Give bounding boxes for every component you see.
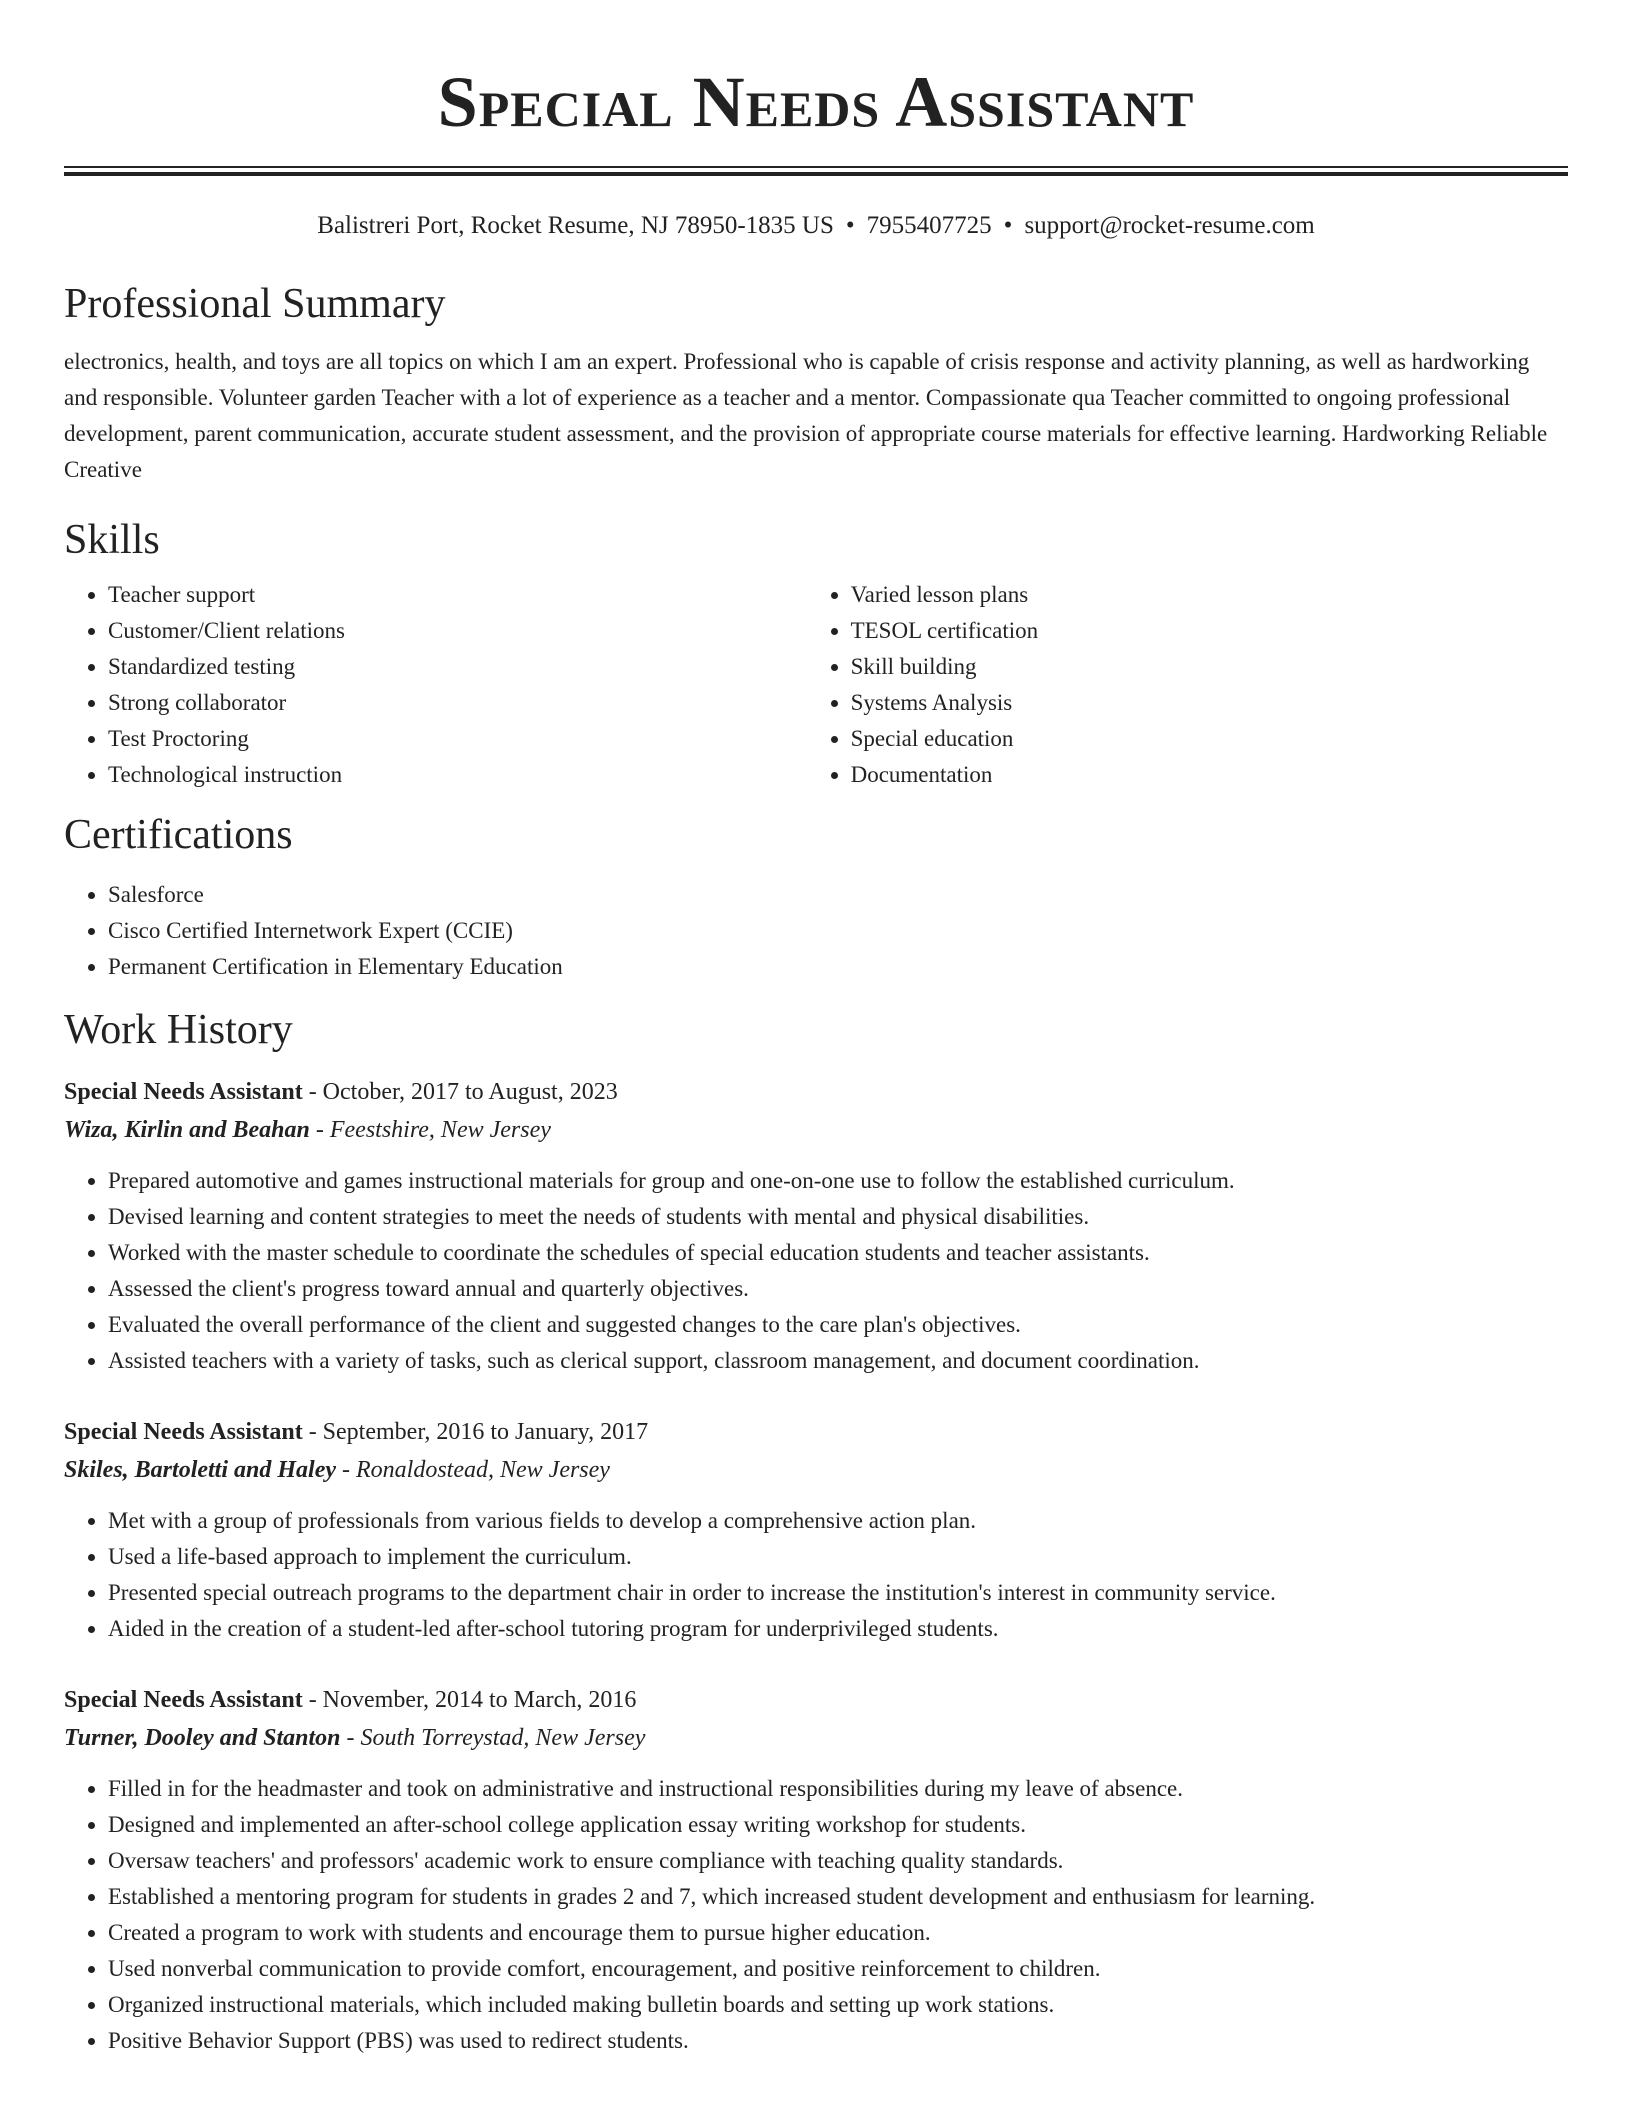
job-dates: - September, 2016 to January, 2017 — [302, 1419, 649, 1445]
job-bullets — [64, 1503, 1568, 1647]
title-divider — [64, 166, 1568, 176]
summary-text: electronics, health, and toys are all topics on which I am an expert. Professional who is capable of crisis response and activity planning, as well as hardworking and responsible. Volunteer garden Teacher with a lot of experience as a teacher and a mentor. Compassionate qua Teacher committed to ongoing professional development, parent communication, accurate student assessment, and the provision of appropriate course materials for effective learning. Hardworking Reliable Creative — [64, 349, 1548, 482]
contact-phone: 7955407725 — [866, 212, 992, 239]
job-title-line — [64, 1413, 1568, 1451]
skill-item: • TESOL certification — [851, 613, 1568, 649]
skills-heading: Skills — [64, 517, 160, 563]
contact-separator: • — [845, 212, 855, 239]
skills-columns — [64, 577, 1568, 793]
job-bullet: • Organized instructional materials, which included making bulletin boards and setting up work stations. — [108, 1987, 1568, 2023]
work-history-heading: Work History — [64, 1007, 293, 1053]
job-bullet: • Assessed the client's progress toward annual and quarterly objectives. — [108, 1271, 1568, 1307]
skill-item: • Test Proctoring — [108, 721, 807, 757]
job-company: Turner, Dooley and Stanton — [64, 1725, 341, 1751]
job-bullet: • Devised learning and content strategies to meet the needs of students with mental and physical disabilities. — [108, 1199, 1568, 1235]
job-bullet: • Used nonverbal communication to provide comfort, encouragement, and positive reinforcement to children. — [108, 1951, 1568, 1987]
skill-item: • Customer/Client relations — [108, 613, 807, 649]
job-bullet: • Used a life-based approach to implement the curriculum. — [108, 1539, 1568, 1575]
job-bullet: • Met with a group of professionals from various fields to develop a comprehensive action plan. — [108, 1503, 1568, 1539]
resume-title: Special Needs Assistant — [437, 62, 1195, 142]
job-company: Skiles, Bartoletti and Haley — [64, 1457, 337, 1483]
certification-item: • Salesforce — [108, 877, 1568, 913]
skill-item: • Skill building — [851, 649, 1568, 685]
job-title-line — [64, 1681, 1568, 1719]
skill-item: • Special education — [851, 721, 1568, 757]
skills-list-left — [64, 577, 807, 793]
job-bullet: • Evaluated the overall performance of the client and suggested changes to the care plan's objectives. — [108, 1307, 1568, 1343]
skill-item: • Systems Analysis — [851, 685, 1568, 721]
summary-heading: Professional Summary — [64, 281, 446, 327]
certification-item: • Cisco Certified Internetwork Expert (CCIE) — [108, 913, 1568, 949]
job-dates: - October, 2017 to August, 2023 — [302, 1079, 618, 1105]
job-location: - Ronaldostead, New Jersey — [336, 1457, 610, 1483]
job-bullet: • Oversaw teachers' and professors' academic work to ensure compliance with teaching quality standards. — [108, 1843, 1568, 1879]
certifications-list — [64, 877, 1568, 985]
skills-list-right — [807, 577, 1568, 793]
job-title-line — [64, 1073, 1568, 1111]
job-entry — [64, 1073, 1568, 1379]
skill-item: • Technological instruction — [108, 757, 807, 793]
job-entry — [64, 1413, 1568, 1647]
skill-item: • Varied lesson plans — [851, 577, 1568, 613]
certifications-heading: Certifications — [64, 812, 293, 858]
job-location: - South Torreystad, New Jersey — [340, 1725, 646, 1751]
skill-item: • Standardized testing — [108, 649, 807, 685]
job-dates: - November, 2014 to March, 2016 — [302, 1687, 637, 1713]
job-company-line — [64, 1719, 1568, 1757]
skill-item: • Strong collaborator — [108, 685, 807, 721]
skill-item: • Documentation — [851, 757, 1568, 793]
job-title: Special Needs Assistant — [64, 1419, 303, 1445]
job-title: Special Needs Assistant — [64, 1079, 303, 1105]
job-bullet: • Filled in for the headmaster and took on administrative and instructional responsibilities during my leave of absence. — [108, 1771, 1568, 1807]
job-location: - Feestshire, New Jersey — [309, 1117, 551, 1143]
contact-line — [64, 210, 1568, 242]
job-bullet: • Designed and implemented an after-school college application essay writing workshop for students. — [108, 1807, 1568, 1843]
job-bullet: • Positive Behavior Support (PBS) was used to redirect students. — [108, 2023, 1568, 2059]
job-title: Special Needs Assistant — [64, 1687, 303, 1713]
job-entry — [64, 1681, 1568, 2059]
job-bullet: • Worked with the master schedule to coordinate the schedules of special education students and teacher assistants. — [108, 1235, 1568, 1271]
job-bullet: • Presented special outreach programs to the department chair in order to increase the institution's interest in community service. — [108, 1575, 1568, 1611]
skill-item: • Teacher support — [108, 577, 807, 613]
contact-separator: • — [1003, 212, 1013, 239]
job-bullet: • Prepared automotive and games instructional materials for group and one-on-one use to follow the established curriculum. — [108, 1163, 1568, 1199]
contact-address: Balistreri Port, Rocket Resume, NJ 78950-1835 US — [317, 212, 834, 239]
job-bullets — [64, 1163, 1568, 1379]
job-bullet: • Established a mentoring program for students in grades 2 and 7, which increased student development and enthusiasm for learning. — [108, 1879, 1568, 1915]
certification-item: • Permanent Certification in Elementary Education — [108, 949, 1568, 985]
resume-page — [64, 0, 1568, 2059]
contact-email: support@rocket-resume.com — [1024, 212, 1315, 239]
job-company-line — [64, 1111, 1568, 1149]
job-company-line — [64, 1451, 1568, 1489]
job-company: Wiza, Kirlin and Beahan — [64, 1117, 310, 1143]
job-bullet: • Aided in the creation of a student-led after-school tutoring program for underprivileged students. — [108, 1611, 1568, 1647]
job-bullet: • Assisted teachers with a variety of tasks, such as clerical support, classroom management, and document coordination. — [108, 1343, 1568, 1379]
job-bullets — [64, 1771, 1568, 2059]
job-bullet: • Created a program to work with students and encourage them to pursue higher education. — [108, 1915, 1568, 1951]
